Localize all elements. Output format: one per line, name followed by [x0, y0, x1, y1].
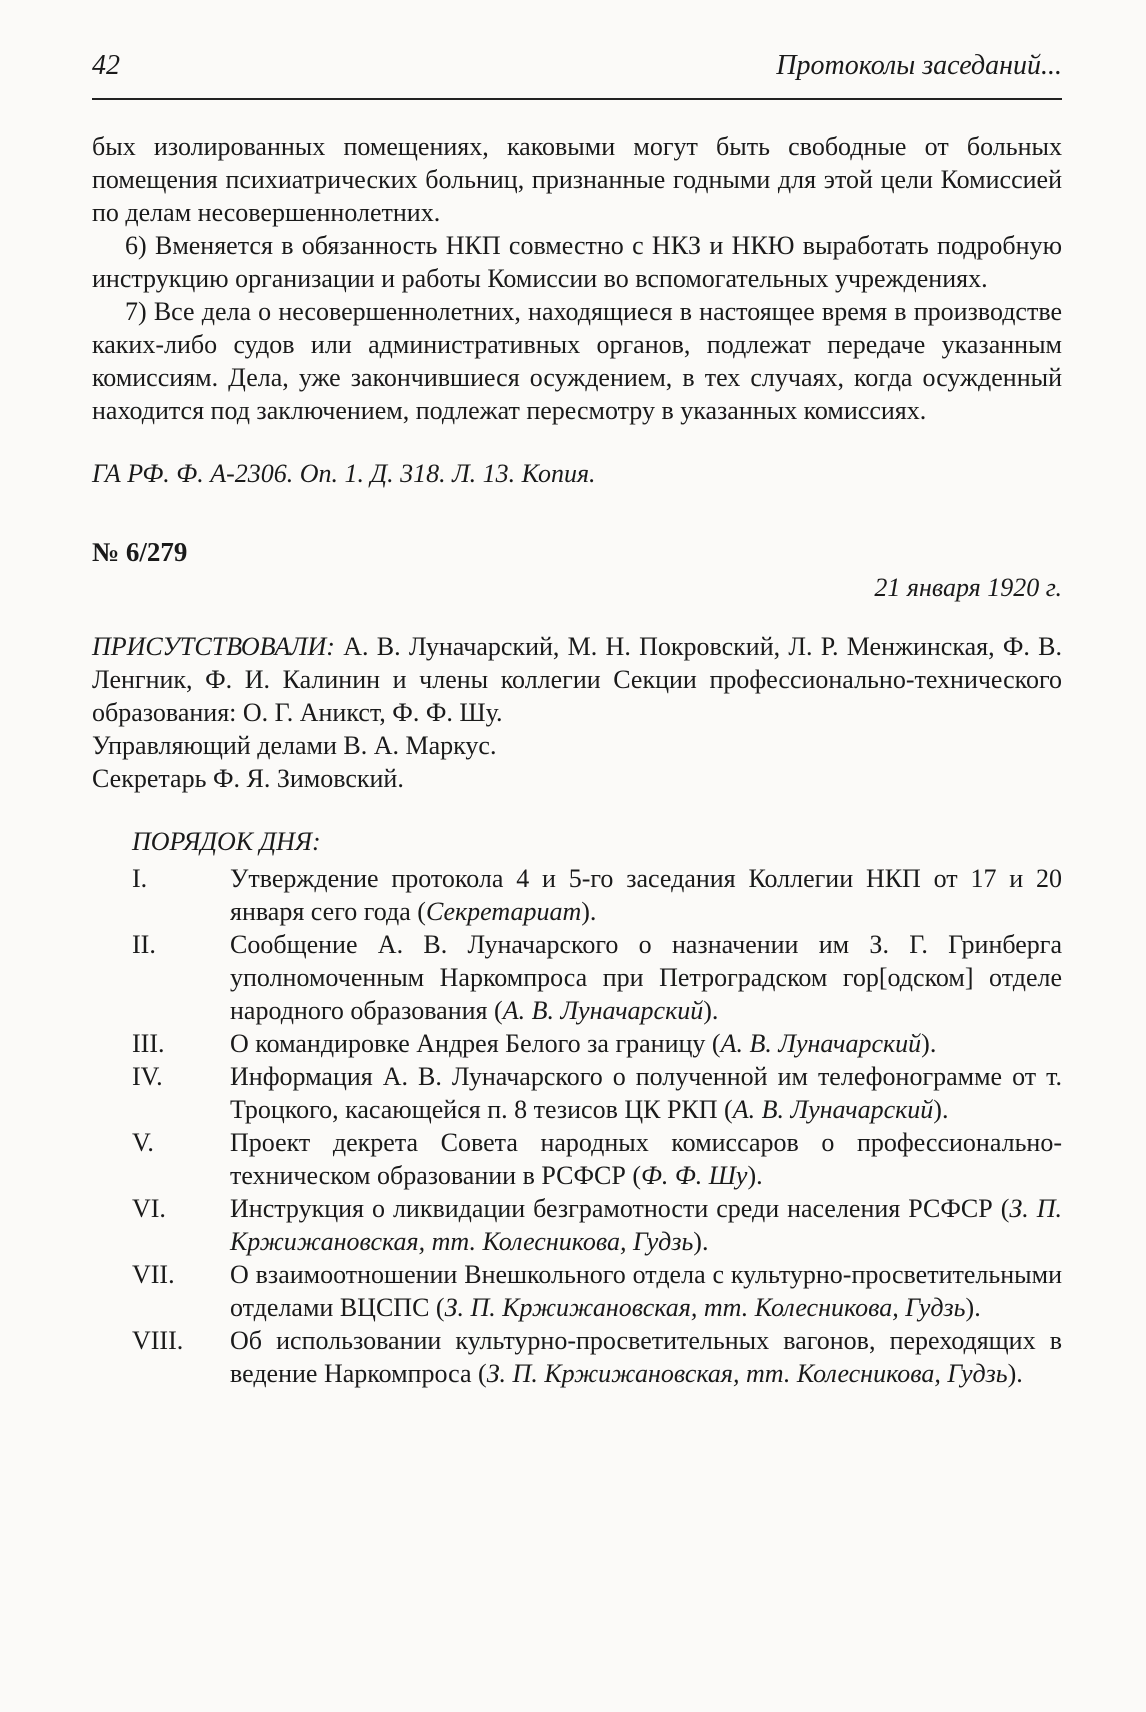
agenda-item-text: О взаимоотношении Внешкольного отдела с культурно-просветительными отделами ВЦСПС (З. П. Кржижановская, тт. Колесникова, Гудзь).	[230, 1260, 1062, 1322]
agenda-item	[92, 862, 1062, 928]
agenda-item	[92, 928, 1062, 1027]
agenda-item-number: I.	[132, 864, 148, 893]
agenda-item-number: II.	[132, 930, 156, 959]
agenda-item	[92, 1060, 1062, 1126]
attendance-list	[92, 630, 1062, 729]
paragraph-continued: бых изолированных помещениях, каковыми могут быть свободные от больных помещения психиатрических больниц, признанные годными для этой цели Комиссией по делам несовершеннолетних.	[92, 132, 1062, 227]
page-body	[92, 130, 1062, 1390]
document-date: 21 января 1920 г.	[874, 573, 1062, 602]
attendance-manager: Управляющий делами В. А. Маркус.	[92, 731, 497, 760]
agenda-item-number: III.	[132, 1029, 165, 1058]
agenda-item-speaker: З. П. Кржижановская, тт. Колесникова, Гудзь	[486, 1359, 1008, 1388]
agenda-item-text: Утверждение протокола 4 и 5-го заседания Коллегии НКП от 17 и 20 января сего года (Секретариат).	[230, 864, 1062, 926]
paragraph-item-6: 6) Вменяется в обязанность НКП совместно с НКЗ и НКЮ выработать подробную инструкцию организации и работы Комиссии во вспомогательных учреждениях.	[92, 231, 1062, 293]
agenda-item-speaker: А. В. Луначарский	[732, 1095, 934, 1124]
agenda-item	[92, 1126, 1062, 1192]
page-header	[92, 50, 1062, 100]
agenda-item	[92, 1258, 1062, 1324]
agenda-item-speaker: Секретариат	[425, 897, 582, 926]
agenda-item-text: Информация А. В. Луначарского о полученной им телефонограмме от т. Троцкого, касающейся п. 8 тезисов ЦК РКП (А. В. Луначарский).	[230, 1062, 1062, 1124]
page-number: 42	[92, 50, 120, 81]
agenda-item-number: VIII.	[132, 1326, 184, 1355]
agenda-item-text: О командировке Андрея Белого за границу (А. В. Луначарский).	[230, 1029, 937, 1058]
agenda-item-speaker: З. П. Кржижановская, тт. Колесникова, Гудзь	[230, 1194, 1062, 1256]
attendance-secretary: Секретарь Ф. Я. Зимовский.	[92, 764, 404, 793]
agenda-item-number: VI.	[132, 1194, 166, 1223]
agenda-item-number: IV.	[132, 1062, 163, 1091]
agenda-item-text: Об использовании культурно-просветительных вагонов, переходящих в ведение Наркомпроса (З. П. Кржижановская, тт. Колесникова, Гудзь).	[230, 1326, 1062, 1388]
agenda-item	[92, 1027, 1062, 1060]
agenda-item-text: Сообщение А. В. Луначарского о назначении им З. Г. Гринберга уполномоченным Наркомпроса при Петроградском гор[одском] отделе народного образования (А. В. Луначарский).	[230, 930, 1062, 1025]
paragraph-item-7: 7) Все дела о несовершеннолетних, находящиеся в настоящее время в производстве каких-либо судов или административных органов, подлежат передаче указанным комиссиям. Дела, уже закончившиеся осуждением, в тех случаях, когда осужденный находится под заключением, подлежат пересмотру в указанных комиссиях.	[92, 297, 1062, 425]
agenda-item-speaker: А. В. Луначарский	[502, 996, 704, 1025]
running-title: Протоколы заседаний...	[776, 50, 1062, 81]
agenda-item-number: V.	[132, 1128, 154, 1157]
agenda-item-speaker: Ф. Ф. Шу	[640, 1161, 748, 1190]
agenda-item	[92, 1324, 1062, 1390]
agenda-item-speaker: А. В. Луначарский	[720, 1029, 922, 1058]
agenda-item-text: Инструкция о ликвидации безграмотности среди населения РСФСР (З. П. Кржижановская, тт. Колесникова, Гудзь).	[230, 1194, 1062, 1256]
agenda-list	[92, 862, 1062, 1390]
agenda-item-speaker: З. П. Кржижановская, тт. Колесникова, Гудзь	[444, 1293, 966, 1322]
attendance-present: А. В. Луначарский, М. Н. Покровский, Л. Р. Менжинская, Ф. В. Ленгник, Ф. И. Калинин и члены коллегии Секции профессионально-технического образования: О. Г. Аникст, Ф. Ф. Шу.	[92, 632, 1063, 727]
archive-source-reference: ГА РФ. Ф. А-2306. Оп. 1. Д. 318. Л. 13. Копия.	[92, 459, 596, 488]
agenda-item	[92, 1192, 1062, 1258]
agenda-title: ПОРЯДОК ДНЯ:	[132, 827, 321, 856]
agenda-item-number: VII.	[132, 1260, 175, 1289]
document-number: № 6/279	[92, 537, 188, 567]
attendance-label: ПРИСУТСТВОВАЛИ:	[92, 632, 335, 661]
agenda-item-text: Проект декрета Совета народных комиссаров о профессионально-техническом образовании в РСФСР (Ф. Ф. Шу).	[230, 1128, 1062, 1190]
